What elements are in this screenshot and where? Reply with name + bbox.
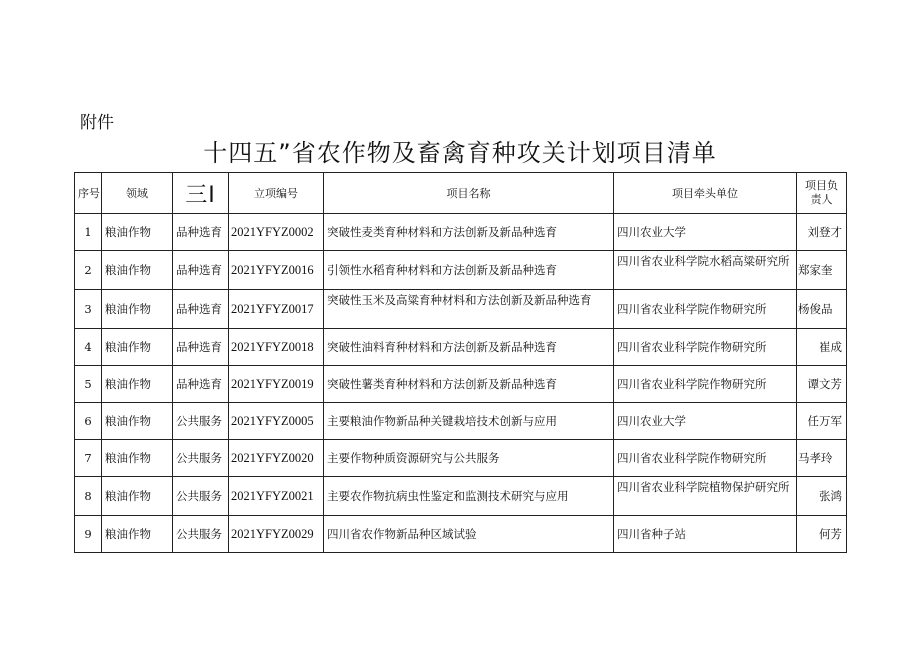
header-field: 领域 bbox=[102, 173, 173, 214]
cell-seq: 6 bbox=[75, 403, 102, 440]
cell-code: 2021YFYZ0018 bbox=[229, 329, 324, 366]
cell-seq: 1 bbox=[75, 214, 102, 251]
cell-unit: 四川省农业科学院作物研究所 bbox=[614, 290, 797, 329]
cell-subfield: 品种选育 bbox=[173, 329, 229, 366]
cell-seq: 2 bbox=[75, 251, 102, 290]
cell-field: 粮油作物 bbox=[102, 366, 173, 403]
cell-code: 2021YFYZ0019 bbox=[229, 366, 324, 403]
cell-subfield: 公共服务 bbox=[173, 477, 229, 516]
project-table bbox=[74, 172, 847, 553]
cell-code: 2021YFYZ0005 bbox=[229, 403, 324, 440]
cell-subfield: 公共服务 bbox=[173, 440, 229, 477]
cell-field: 粮油作物 bbox=[102, 290, 173, 329]
cell-name: 突破性油料育种材料和方法创新及新品种选育 bbox=[324, 329, 614, 366]
cell-seq: 5 bbox=[75, 366, 102, 403]
cell-code: 2021YFYZ0002 bbox=[229, 214, 324, 251]
cell-subfield: 品种选育 bbox=[173, 214, 229, 251]
header-person: 项目负责人 bbox=[797, 173, 847, 214]
cell-field: 粮油作物 bbox=[102, 329, 173, 366]
cell-seq: 3 bbox=[75, 290, 102, 329]
cell-code: 2021YFYZ0016 bbox=[229, 251, 324, 290]
cell-person: 任万军 bbox=[797, 403, 847, 440]
cell-person: 刘登才 bbox=[797, 214, 847, 251]
table-row bbox=[75, 477, 847, 516]
cell-name: 主要粮油作物新品种关键栽培技术创新与应用 bbox=[324, 403, 614, 440]
cell-name: 突破性麦类育种材料和方法创新及新品种选育 bbox=[324, 214, 614, 251]
cell-unit: 四川省农业科学院水稻高粱研究所 bbox=[614, 251, 797, 290]
cell-subfield: 品种选育 bbox=[173, 251, 229, 290]
table-row bbox=[75, 329, 847, 366]
cell-unit: 四川省种子站 bbox=[614, 516, 797, 553]
header-seq: 序号 bbox=[75, 173, 102, 214]
cell-person: 何芳 bbox=[797, 516, 847, 553]
cell-seq: 9 bbox=[75, 516, 102, 553]
cell-unit: 四川省农业科学院作物研究所 bbox=[614, 440, 797, 477]
table-row bbox=[75, 403, 847, 440]
cell-person: 郑家奎 bbox=[797, 251, 847, 290]
cell-field: 粮油作物 bbox=[102, 477, 173, 516]
cell-seq: 4 bbox=[75, 329, 102, 366]
cell-unit: 四川农业大学 bbox=[614, 214, 797, 251]
table-row bbox=[75, 251, 847, 290]
table-row bbox=[75, 440, 847, 477]
cell-field: 粮油作物 bbox=[102, 516, 173, 553]
table-row bbox=[75, 290, 847, 329]
cell-subfield: 公共服务 bbox=[173, 403, 229, 440]
cell-code: 2021YFYZ0017 bbox=[229, 290, 324, 329]
table-header-row bbox=[75, 173, 847, 214]
cell-seq: 8 bbox=[75, 477, 102, 516]
cell-unit: 四川农业大学 bbox=[614, 403, 797, 440]
cell-name: 四川省农作物新品种区域试验 bbox=[324, 516, 614, 553]
cell-subfield: 公共服务 bbox=[173, 516, 229, 553]
cell-person: 马孝玲 bbox=[797, 440, 847, 477]
cell-name: 突破性薯类育种材料和方法创新及新品种选育 bbox=[324, 366, 614, 403]
cell-person: 崔成 bbox=[797, 329, 847, 366]
cell-person: 张鸿 bbox=[797, 477, 847, 516]
cell-name: 引领性水稻育种材料和方法创新及新品种选育 bbox=[324, 251, 614, 290]
cell-name: 突破性玉米及高粱育种材料和方法创新及新品种选育 bbox=[324, 290, 614, 329]
cell-code: 2021YFYZ0020 bbox=[229, 440, 324, 477]
cell-code: 2021YFYZ0029 bbox=[229, 516, 324, 553]
cell-seq: 7 bbox=[75, 440, 102, 477]
document-title: 十四五”省农作物及畜禽育种攻关计划项目清单 bbox=[203, 139, 717, 167]
cell-field: 粮油作物 bbox=[102, 403, 173, 440]
cell-subfield: 品种选育 bbox=[173, 290, 229, 329]
attachment-label: 附件 bbox=[80, 113, 114, 133]
cell-person: 杨俊品 bbox=[797, 290, 847, 329]
cell-field: 粮油作物 bbox=[102, 251, 173, 290]
table-row bbox=[75, 214, 847, 251]
cell-name: 主要农作物抗病虫性鉴定和监测技术研究与应用 bbox=[324, 477, 614, 516]
header-code: 立项编号 bbox=[229, 173, 324, 214]
cell-unit: 四川省农业科学院植物保护研究所 bbox=[614, 477, 797, 516]
table-row bbox=[75, 366, 847, 403]
cell-name: 主要作物种质资源研究与公共服务 bbox=[324, 440, 614, 477]
cell-person: 谭文芳 bbox=[797, 366, 847, 403]
cell-subfield: 品种选育 bbox=[173, 366, 229, 403]
header-subfield: 三I bbox=[173, 173, 229, 214]
cell-unit: 四川省农业科学院作物研究所 bbox=[614, 329, 797, 366]
cell-field: 粮油作物 bbox=[102, 214, 173, 251]
cell-unit: 四川省农业科学院作物研究所 bbox=[614, 366, 797, 403]
cell-field: 粮油作物 bbox=[102, 440, 173, 477]
cell-code: 2021YFYZ0021 bbox=[229, 477, 324, 516]
header-name: 项目名称 bbox=[324, 173, 614, 214]
header-unit: 项目牵头单位 bbox=[614, 173, 797, 214]
table-row bbox=[75, 516, 847, 553]
